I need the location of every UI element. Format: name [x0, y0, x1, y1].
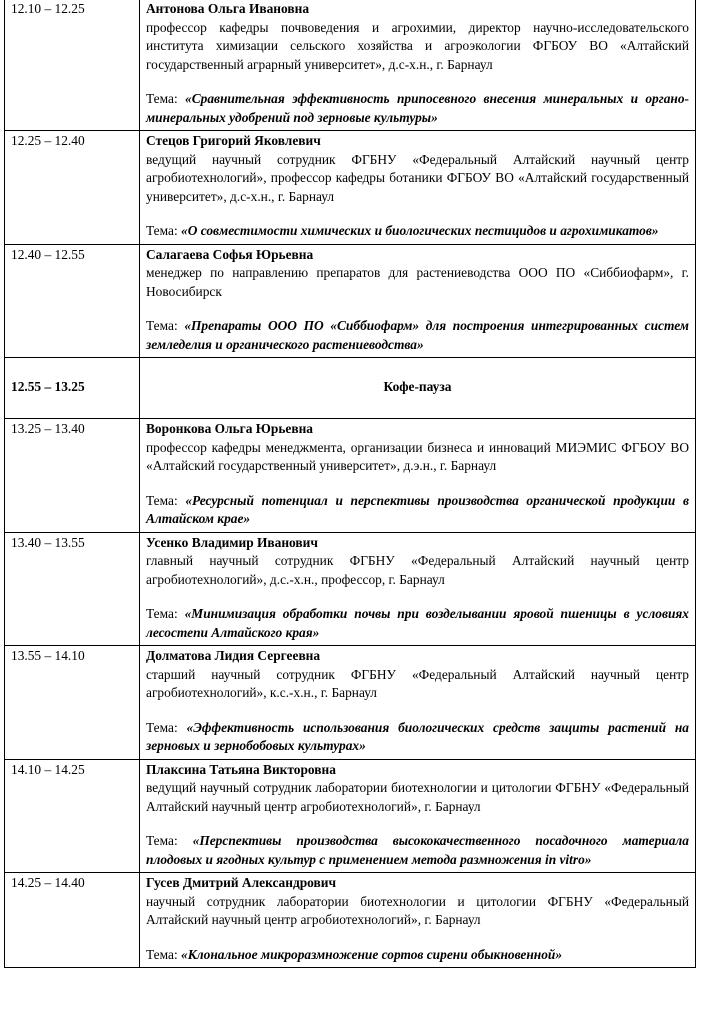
topic-label: Тема:: [146, 833, 178, 848]
speaker-description: ведущий научный сотрудник ФГБНУ «Федеральный Алтайский научный центр агробиотехнологий», профессор кафедры ботаники ФГБОУ ВО «Алтайский государственный университет», д.с-х.н., г. Барнаул: [146, 151, 689, 204]
topic-label: Тема:: [146, 223, 178, 238]
speaker-name: Салагаева Софья Юрьевна: [146, 246, 314, 262]
speaker-name: Долматова Лидия Сергеевна: [146, 648, 321, 663]
session-time: 12.10 – 12.25: [5, 0, 140, 131]
talk-topic: [146, 946, 689, 965]
session-info: [140, 759, 696, 873]
topic-title: «Перспективы производства высококачественного посадочного материала плодовых и ягодных культур с применением метода размножения in vitro»: [146, 833, 689, 867]
talk-topic: [146, 605, 689, 642]
session-info: [140, 419, 696, 533]
topic-label: Тема:: [146, 492, 178, 508]
session-time: 12.25 – 12.40: [5, 131, 140, 245]
talk-topic: [146, 832, 689, 869]
session-row: [5, 873, 696, 968]
program-table: [4, 0, 696, 968]
topic-title: «Клональное микроразмножение сортов сирени обыкновенной»: [181, 946, 563, 962]
topic-title: «О совместимости химических и биологических пестицидов и агрохимикатов»: [181, 223, 659, 238]
topic-title: «Минимизация обработки почвы при возделывании яровой пшеницы в условиях лесостепи Алтайского края»: [146, 606, 689, 640]
topic-label: Тема:: [146, 318, 178, 333]
session-row: [5, 244, 696, 358]
session-info: [140, 532, 696, 646]
session-info: [140, 0, 696, 131]
coffee-break-row: [5, 358, 696, 419]
break-time: 12.55 – 13.25: [5, 358, 140, 419]
session-info: [140, 646, 696, 760]
session-row: [5, 131, 696, 245]
talk-topic: [146, 222, 689, 241]
session-time: 13.25 – 13.40: [5, 419, 140, 533]
session-time: 14.25 – 14.40: [5, 873, 140, 968]
session-time: 13.55 – 14.10: [5, 646, 140, 760]
talk-topic: [146, 492, 689, 529]
session-row: [5, 0, 696, 131]
speaker-name: Усенко Владимир Иванович: [146, 534, 318, 550]
speaker-name: Плаксина Татьяна Викторовна: [146, 761, 336, 777]
speaker-description: профессор кафедры менеджмента, организации бизнеса и инноваций МИЭМИС ФГБОУ ВО «Алтайский государственный университет», д.э.н., г. Барнаул: [146, 439, 689, 473]
topic-label: Тема:: [146, 946, 178, 962]
topic-title: «Эффективность использования биологических средств защиты растений на зерновых и зернобобовых культурах»: [146, 719, 689, 753]
topic-label: Тема:: [146, 606, 178, 621]
session-info: [140, 244, 696, 358]
session-time: 13.40 – 13.55: [5, 532, 140, 646]
session-time: 14.10 – 14.25: [5, 759, 140, 873]
speaker-description: ведущий научный сотрудник лаборатории биотехнологии и цитологии ФГБНУ «Федеральный Алтайский научный центр агробиотехнологий», г. Барнаул: [146, 780, 689, 814]
speaker-name: Антонова Ольга Ивановна: [146, 1, 310, 16]
speaker-description: научный сотрудник лаборатории биотехнологии и цитологии ФГБНУ «Федеральный Алтайский научный центр агробиотехнологий», г. Барнаул: [146, 893, 689, 927]
session-time: 12.40 – 12.55: [5, 244, 140, 358]
session-row: [5, 759, 696, 873]
speaker-description: старший научный сотрудник ФГБНУ «Федеральный Алтайский научный центр агробиотехнологий», к.с.-х.н., г. Барнаул: [146, 666, 689, 700]
speaker-name: Гусев Дмитрий Александрович: [146, 875, 337, 890]
session-row: [5, 419, 696, 533]
topic-label: Тема:: [146, 91, 178, 106]
speaker-description: главный научный сотрудник ФГБНУ «Федеральный Алтайский научный центр агробиотехнологий», д.с.-х.н., профессор, г. Барнаул: [146, 553, 689, 587]
session-info: [140, 131, 696, 245]
talk-topic: [146, 719, 689, 756]
topic-title: «Препараты ООО ПО «Сиббиофарм» для построения интегрированных систем земледелия и органического растениеводства»: [146, 318, 689, 352]
talk-topic: [146, 317, 689, 354]
topic-title: «Ресурсный потенциал и перспективы производства органической продукции в Алтайском крае»: [146, 492, 689, 526]
speaker-name: Воронкова Ольга Юрьевна: [146, 421, 313, 436]
session-info: [140, 873, 696, 968]
talk-topic: [146, 90, 689, 127]
speaker-description: менеджер по направлению препаратов для растениеводства ООО ПО «Сиббиофарм», г. Новосибирск: [146, 265, 689, 299]
topic-label: Тема:: [146, 719, 178, 735]
speaker-name: Стецов Григорий Яковлевич: [146, 133, 321, 148]
session-row: [5, 646, 696, 760]
speaker-description: профессор кафедры почвоведения и агрохимии, директор научно-исследовательского института химизации сельского хозяйства и агроэкологии ФГБОУ ВО «Алтайский государственный аграрный университет», д.с-х.н., г. Барнаул: [146, 19, 689, 72]
topic-title: «Сравнительная эффективность припосевного внесения минеральных и органо-минеральных удобрений под зерновые культуры»: [146, 91, 689, 125]
session-row: [5, 532, 696, 646]
break-label: Кофе-пауза: [140, 358, 696, 419]
